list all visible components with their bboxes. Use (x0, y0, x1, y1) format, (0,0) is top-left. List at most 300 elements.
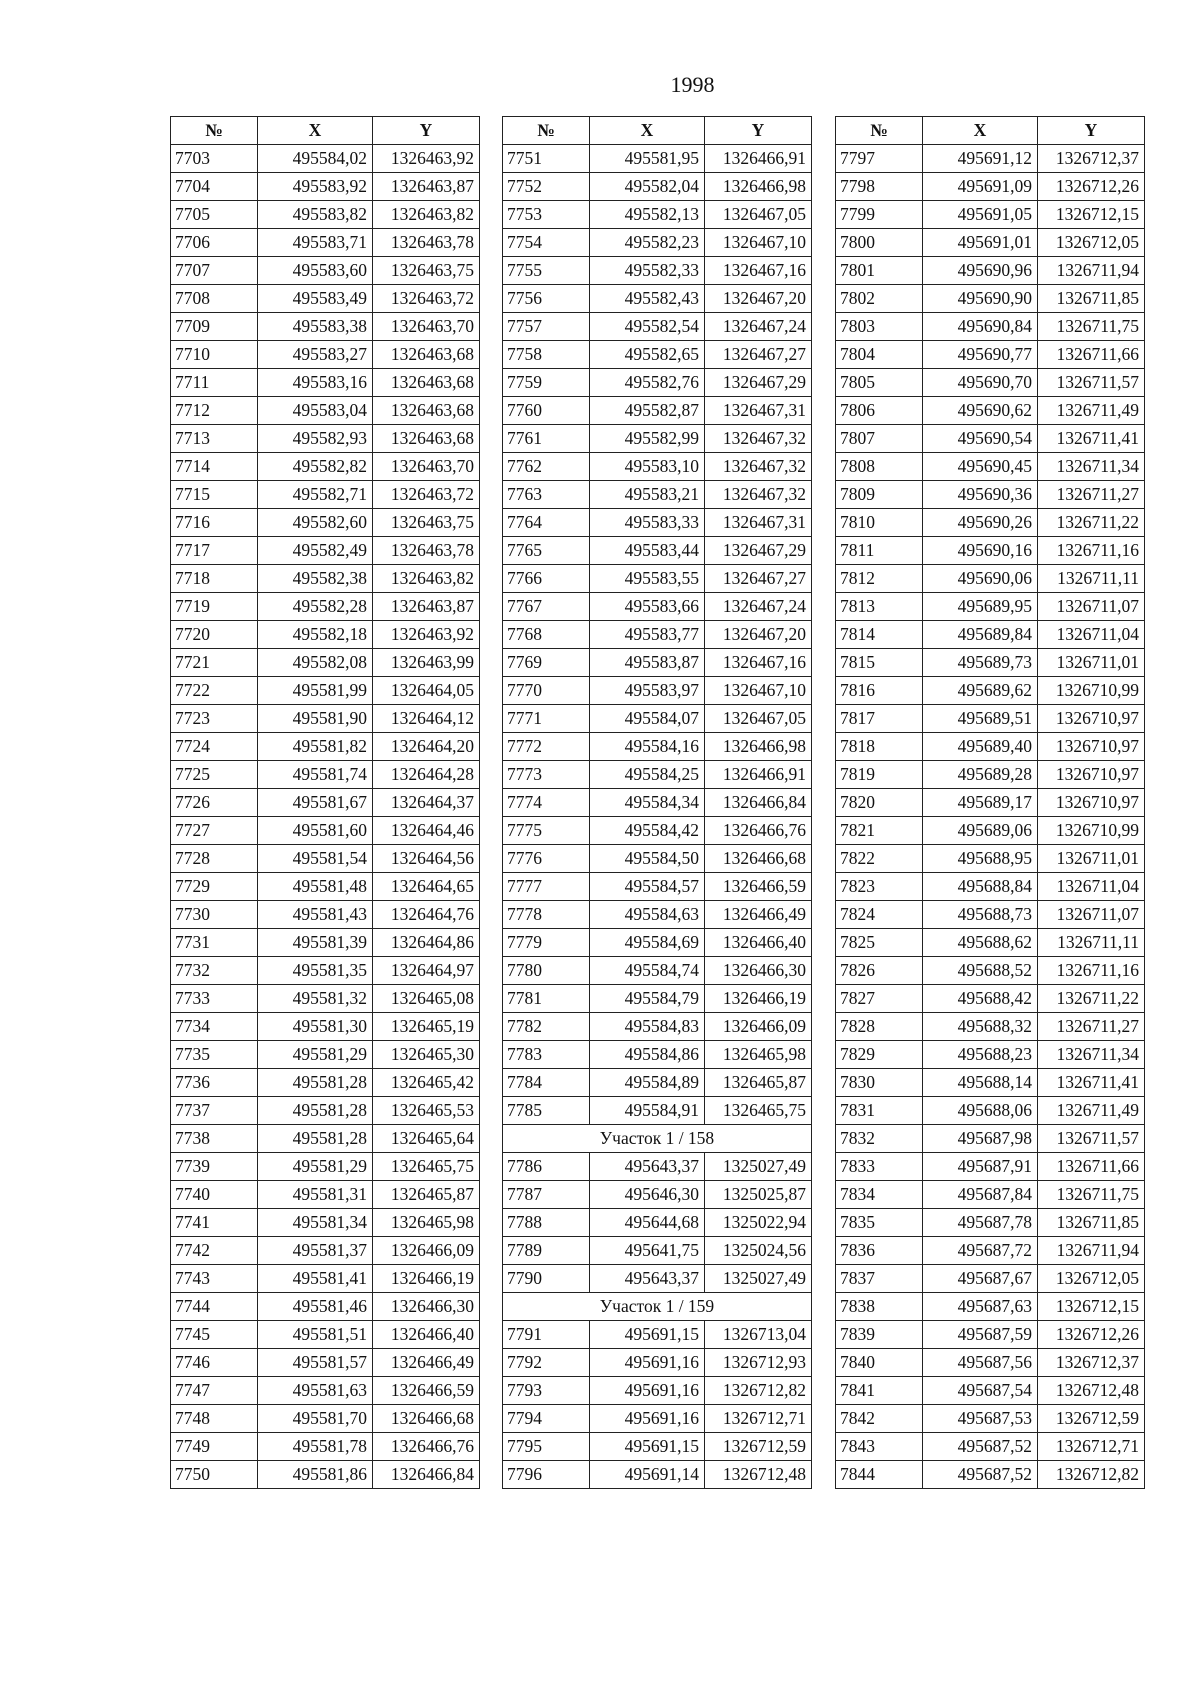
y-coordinate: 1326467,10 (705, 229, 812, 257)
point-number: 7771 (503, 705, 590, 733)
point-number: 7792 (503, 1349, 590, 1377)
point-number: 7744 (171, 1293, 258, 1321)
x-coordinate: 495689,06 (923, 817, 1038, 845)
point-number: 7732 (171, 957, 258, 985)
x-coordinate: 495690,54 (923, 425, 1038, 453)
table-row (171, 1153, 480, 1181)
table-row (503, 1321, 812, 1349)
x-coordinate: 495688,84 (923, 873, 1038, 901)
point-number: 7727 (171, 817, 258, 845)
x-coordinate: 495691,05 (923, 201, 1038, 229)
point-number: 7786 (503, 1153, 590, 1181)
y-coordinate: 1326711,22 (1038, 985, 1145, 1013)
table-row (503, 1097, 812, 1125)
table-row (503, 845, 812, 873)
y-coordinate: 1326467,32 (705, 453, 812, 481)
table-row (836, 509, 1145, 537)
point-number: 7829 (836, 1041, 923, 1069)
x-coordinate: 495584,86 (590, 1041, 705, 1069)
table-row (171, 369, 480, 397)
point-number: 7775 (503, 817, 590, 845)
y-coordinate: 1326711,94 (1038, 257, 1145, 285)
point-number: 7788 (503, 1209, 590, 1237)
point-number: 7717 (171, 537, 258, 565)
table-row (171, 257, 480, 285)
table-row (171, 901, 480, 929)
point-number: 7712 (171, 397, 258, 425)
x-coordinate: 495691,16 (590, 1405, 705, 1433)
point-number: 7842 (836, 1405, 923, 1433)
table-row (503, 1041, 812, 1069)
table-row (503, 1209, 812, 1237)
y-coordinate: 1326467,32 (705, 481, 812, 509)
point-number: 7714 (171, 453, 258, 481)
table-row (836, 873, 1145, 901)
table-row (836, 285, 1145, 313)
x-coordinate: 495584,25 (590, 761, 705, 789)
x-coordinate: 495641,75 (590, 1237, 705, 1265)
header-num: № (171, 117, 258, 145)
table-row (171, 1461, 480, 1489)
point-number: 7802 (836, 285, 923, 313)
table-row (503, 397, 812, 425)
table-row (836, 425, 1145, 453)
table-row (171, 481, 480, 509)
table-row (171, 761, 480, 789)
table-row (171, 845, 480, 873)
y-coordinate: 1326465,64 (373, 1125, 480, 1153)
x-coordinate: 495582,82 (258, 453, 373, 481)
point-number: 7823 (836, 873, 923, 901)
table-row (836, 1013, 1145, 1041)
x-coordinate: 495582,49 (258, 537, 373, 565)
header-y: Y (1038, 117, 1145, 145)
point-number: 7780 (503, 957, 590, 985)
point-number: 7767 (503, 593, 590, 621)
x-coordinate: 495582,43 (590, 285, 705, 313)
x-coordinate: 495583,66 (590, 593, 705, 621)
y-coordinate: 1326463,70 (373, 453, 480, 481)
x-coordinate: 495583,49 (258, 285, 373, 313)
header-row (171, 117, 480, 145)
y-coordinate: 1326465,19 (373, 1013, 480, 1041)
y-coordinate: 1326711,94 (1038, 1237, 1145, 1265)
y-coordinate: 1326463,78 (373, 537, 480, 565)
y-coordinate: 1326464,86 (373, 929, 480, 957)
point-number: 7724 (171, 733, 258, 761)
point-number: 7704 (171, 173, 258, 201)
table-row (836, 1405, 1145, 1433)
y-coordinate: 1326712,48 (1038, 1377, 1145, 1405)
x-coordinate: 495691,01 (923, 229, 1038, 257)
table-row (836, 229, 1145, 257)
table-row (503, 593, 812, 621)
y-coordinate: 1326712,93 (705, 1349, 812, 1377)
point-number: 7835 (836, 1209, 923, 1237)
x-coordinate: 495581,57 (258, 1349, 373, 1377)
table-row (836, 1153, 1145, 1181)
x-coordinate: 495690,45 (923, 453, 1038, 481)
x-coordinate: 495583,77 (590, 621, 705, 649)
table-row (503, 1013, 812, 1041)
point-number: 7840 (836, 1349, 923, 1377)
x-coordinate: 495584,79 (590, 985, 705, 1013)
header-row (503, 117, 812, 145)
coordinate-table-3 (835, 116, 1145, 1489)
point-number: 7719 (171, 593, 258, 621)
x-coordinate: 495691,16 (590, 1349, 705, 1377)
y-coordinate: 1326710,97 (1038, 789, 1145, 817)
y-coordinate: 1325027,49 (705, 1153, 812, 1181)
point-number: 7736 (171, 1069, 258, 1097)
x-coordinate: 495581,28 (258, 1069, 373, 1097)
table-row (503, 1153, 812, 1181)
point-number: 7781 (503, 985, 590, 1013)
x-coordinate: 495687,84 (923, 1181, 1038, 1209)
table-row (836, 1349, 1145, 1377)
table-row (171, 649, 480, 677)
y-coordinate: 1326467,10 (705, 677, 812, 705)
x-coordinate: 495582,76 (590, 369, 705, 397)
table-row (503, 201, 812, 229)
x-coordinate: 495582,38 (258, 565, 373, 593)
table-row (503, 145, 812, 173)
y-coordinate: 1326466,09 (705, 1013, 812, 1041)
y-coordinate: 1326464,65 (373, 873, 480, 901)
table-row (836, 1041, 1145, 1069)
x-coordinate: 495581,78 (258, 1433, 373, 1461)
x-coordinate: 495690,70 (923, 369, 1038, 397)
table-row (836, 593, 1145, 621)
point-number: 7804 (836, 341, 923, 369)
y-coordinate: 1326463,99 (373, 649, 480, 677)
table-row (503, 649, 812, 677)
y-coordinate: 1326466,49 (373, 1349, 480, 1377)
y-coordinate: 1326464,97 (373, 957, 480, 985)
point-number: 7776 (503, 845, 590, 873)
point-number: 7785 (503, 1097, 590, 1125)
x-coordinate: 495581,95 (590, 145, 705, 173)
y-coordinate: 1326711,41 (1038, 425, 1145, 453)
point-number: 7703 (171, 145, 258, 173)
point-number: 7751 (503, 145, 590, 173)
point-number: 7810 (836, 509, 923, 537)
y-coordinate: 1326711,57 (1038, 1125, 1145, 1153)
table-row (503, 817, 812, 845)
table-row (836, 845, 1145, 873)
table-row (836, 1461, 1145, 1489)
x-coordinate: 495691,15 (590, 1433, 705, 1461)
y-coordinate: 1326711,34 (1038, 453, 1145, 481)
header-num: № (836, 117, 923, 145)
point-number: 7822 (836, 845, 923, 873)
point-number: 7801 (836, 257, 923, 285)
x-coordinate: 495581,51 (258, 1321, 373, 1349)
y-coordinate: 1326466,09 (373, 1237, 480, 1265)
x-coordinate: 495689,51 (923, 705, 1038, 733)
y-coordinate: 1326467,27 (705, 565, 812, 593)
point-number: 7817 (836, 705, 923, 733)
point-number: 7821 (836, 817, 923, 845)
y-coordinate: 1326711,04 (1038, 621, 1145, 649)
point-number: 7716 (171, 509, 258, 537)
table-row (503, 341, 812, 369)
x-coordinate: 495582,60 (258, 509, 373, 537)
point-number: 7827 (836, 985, 923, 1013)
x-coordinate: 495583,97 (590, 677, 705, 705)
point-number: 7733 (171, 985, 258, 1013)
table-row (836, 621, 1145, 649)
y-coordinate: 1326463,68 (373, 397, 480, 425)
table-row (171, 985, 480, 1013)
x-coordinate: 495688,73 (923, 901, 1038, 929)
y-coordinate: 1326465,53 (373, 1097, 480, 1125)
table-row (836, 1265, 1145, 1293)
point-number: 7832 (836, 1125, 923, 1153)
x-coordinate: 495583,04 (258, 397, 373, 425)
table-row (171, 1181, 480, 1209)
x-coordinate: 495583,33 (590, 509, 705, 537)
y-coordinate: 1326463,87 (373, 173, 480, 201)
x-coordinate: 495584,83 (590, 1013, 705, 1041)
table-row (503, 481, 812, 509)
x-coordinate: 495581,35 (258, 957, 373, 985)
table-row (836, 1293, 1145, 1321)
table-row (171, 1013, 480, 1041)
x-coordinate: 495584,16 (590, 733, 705, 761)
table-row (836, 481, 1145, 509)
x-coordinate: 495581,31 (258, 1181, 373, 1209)
y-coordinate: 1326711,27 (1038, 1013, 1145, 1041)
y-coordinate: 1326465,30 (373, 1041, 480, 1069)
table-row (171, 201, 480, 229)
table-row (171, 1405, 480, 1433)
x-coordinate: 495689,95 (923, 593, 1038, 621)
point-number: 7718 (171, 565, 258, 593)
y-coordinate: 1326710,97 (1038, 761, 1145, 789)
table-row (836, 537, 1145, 565)
point-number: 7764 (503, 509, 590, 537)
x-coordinate: 495687,91 (923, 1153, 1038, 1181)
point-number: 7784 (503, 1069, 590, 1097)
y-coordinate: 1326467,16 (705, 649, 812, 677)
x-coordinate: 495584,74 (590, 957, 705, 985)
y-coordinate: 1326465,87 (373, 1181, 480, 1209)
x-coordinate: 495582,71 (258, 481, 373, 509)
y-coordinate: 1326711,85 (1038, 285, 1145, 313)
x-coordinate: 495690,96 (923, 257, 1038, 285)
table-row (503, 873, 812, 901)
table-row (503, 1349, 812, 1377)
table-row (171, 565, 480, 593)
x-coordinate: 495687,59 (923, 1321, 1038, 1349)
point-number: 7761 (503, 425, 590, 453)
x-coordinate: 495688,23 (923, 1041, 1038, 1069)
x-coordinate: 495687,53 (923, 1405, 1038, 1433)
x-coordinate: 495691,09 (923, 173, 1038, 201)
x-coordinate: 495583,55 (590, 565, 705, 593)
point-number: 7752 (503, 173, 590, 201)
point-number: 7828 (836, 1013, 923, 1041)
table-row (171, 621, 480, 649)
x-coordinate: 495581,90 (258, 705, 373, 733)
y-coordinate: 1326712,48 (705, 1461, 812, 1489)
y-coordinate: 1326711,49 (1038, 397, 1145, 425)
x-coordinate: 495689,62 (923, 677, 1038, 705)
table-row (171, 1433, 480, 1461)
table-row (171, 929, 480, 957)
x-coordinate: 495687,78 (923, 1209, 1038, 1237)
point-number: 7726 (171, 789, 258, 817)
header-x: X (923, 117, 1038, 145)
x-coordinate: 495581,70 (258, 1405, 373, 1433)
point-number: 7738 (171, 1125, 258, 1153)
x-coordinate: 495646,30 (590, 1181, 705, 1209)
point-number: 7783 (503, 1041, 590, 1069)
x-coordinate: 495581,30 (258, 1013, 373, 1041)
point-number: 7826 (836, 957, 923, 985)
table-row (503, 677, 812, 705)
y-coordinate: 1326712,15 (1038, 201, 1145, 229)
x-coordinate: 495687,67 (923, 1265, 1038, 1293)
x-coordinate: 495583,44 (590, 537, 705, 565)
point-number: 7728 (171, 845, 258, 873)
x-coordinate: 495582,28 (258, 593, 373, 621)
point-number: 7772 (503, 733, 590, 761)
table-row (171, 509, 480, 537)
point-number: 7809 (836, 481, 923, 509)
y-coordinate: 1326466,19 (373, 1265, 480, 1293)
point-number: 7720 (171, 621, 258, 649)
point-number: 7800 (836, 229, 923, 257)
table-row (171, 817, 480, 845)
section-row (503, 1125, 812, 1153)
y-coordinate: 1326466,49 (705, 901, 812, 929)
point-number: 7737 (171, 1097, 258, 1125)
x-coordinate: 495690,62 (923, 397, 1038, 425)
y-coordinate: 1326467,16 (705, 257, 812, 285)
x-coordinate: 495691,14 (590, 1461, 705, 1489)
table-row (171, 1097, 480, 1125)
point-number: 7734 (171, 1013, 258, 1041)
y-coordinate: 1326466,30 (373, 1293, 480, 1321)
point-number: 7741 (171, 1209, 258, 1237)
y-coordinate: 1326466,59 (705, 873, 812, 901)
y-coordinate: 1326463,92 (373, 621, 480, 649)
y-coordinate: 1326712,05 (1038, 229, 1145, 257)
table-row (503, 1405, 812, 1433)
point-number: 7790 (503, 1265, 590, 1293)
x-coordinate: 495584,34 (590, 789, 705, 817)
point-number: 7773 (503, 761, 590, 789)
point-number: 7839 (836, 1321, 923, 1349)
y-coordinate: 1326712,71 (705, 1405, 812, 1433)
table-row (836, 1209, 1145, 1237)
y-coordinate: 1326463,72 (373, 481, 480, 509)
point-number: 7739 (171, 1153, 258, 1181)
table-row (171, 425, 480, 453)
x-coordinate: 495583,71 (258, 229, 373, 257)
x-coordinate: 495690,90 (923, 285, 1038, 313)
table-row (171, 1069, 480, 1097)
point-number: 7796 (503, 1461, 590, 1489)
y-coordinate: 1326712,59 (1038, 1405, 1145, 1433)
y-coordinate: 1326467,32 (705, 425, 812, 453)
point-number: 7706 (171, 229, 258, 257)
point-number: 7753 (503, 201, 590, 229)
x-coordinate: 495688,52 (923, 957, 1038, 985)
x-coordinate: 495688,32 (923, 1013, 1038, 1041)
table-row (836, 1377, 1145, 1405)
point-number: 7816 (836, 677, 923, 705)
table-row (836, 1097, 1145, 1125)
y-coordinate: 1326465,08 (373, 985, 480, 1013)
point-number: 7735 (171, 1041, 258, 1069)
y-coordinate: 1326712,71 (1038, 1433, 1145, 1461)
y-coordinate: 1326711,66 (1038, 1153, 1145, 1181)
point-number: 7711 (171, 369, 258, 397)
y-coordinate: 1326467,05 (705, 201, 812, 229)
y-coordinate: 1326712,05 (1038, 1265, 1145, 1293)
x-coordinate: 495687,98 (923, 1125, 1038, 1153)
table-row (836, 257, 1145, 285)
y-coordinate: 1326467,20 (705, 285, 812, 313)
point-number: 7774 (503, 789, 590, 817)
y-coordinate: 1326711,11 (1038, 565, 1145, 593)
y-coordinate: 1326712,26 (1038, 173, 1145, 201)
x-coordinate: 495581,54 (258, 845, 373, 873)
y-coordinate: 1326464,76 (373, 901, 480, 929)
y-coordinate: 1326463,68 (373, 369, 480, 397)
y-coordinate: 1326711,01 (1038, 649, 1145, 677)
point-number: 7766 (503, 565, 590, 593)
point-number: 7709 (171, 313, 258, 341)
point-number: 7833 (836, 1153, 923, 1181)
table-row (503, 173, 812, 201)
table-row (503, 1265, 812, 1293)
point-number: 7750 (171, 1461, 258, 1489)
table-row (503, 789, 812, 817)
y-coordinate: 1326467,27 (705, 341, 812, 369)
y-coordinate: 1326466,84 (373, 1461, 480, 1489)
table-row (503, 761, 812, 789)
point-number: 7743 (171, 1265, 258, 1293)
table-row (836, 677, 1145, 705)
point-number: 7782 (503, 1013, 590, 1041)
x-coordinate: 495643,37 (590, 1265, 705, 1293)
table-row (836, 173, 1145, 201)
y-coordinate: 1326711,04 (1038, 873, 1145, 901)
table-row (836, 565, 1145, 593)
point-number: 7723 (171, 705, 258, 733)
table-row (836, 313, 1145, 341)
y-coordinate: 1326466,19 (705, 985, 812, 1013)
point-number: 7759 (503, 369, 590, 397)
y-coordinate: 1326464,28 (373, 761, 480, 789)
page-number: 1998 (670, 72, 715, 97)
point-number: 7756 (503, 285, 590, 313)
x-coordinate: 495691,12 (923, 145, 1038, 173)
y-coordinate: 1326713,04 (705, 1321, 812, 1349)
table-row (171, 453, 480, 481)
x-coordinate: 495687,56 (923, 1349, 1038, 1377)
point-number: 7721 (171, 649, 258, 677)
y-coordinate: 1326711,75 (1038, 1181, 1145, 1209)
point-number: 7803 (836, 313, 923, 341)
table-row (171, 733, 480, 761)
y-coordinate: 1326467,24 (705, 313, 812, 341)
x-coordinate: 495644,68 (590, 1209, 705, 1237)
